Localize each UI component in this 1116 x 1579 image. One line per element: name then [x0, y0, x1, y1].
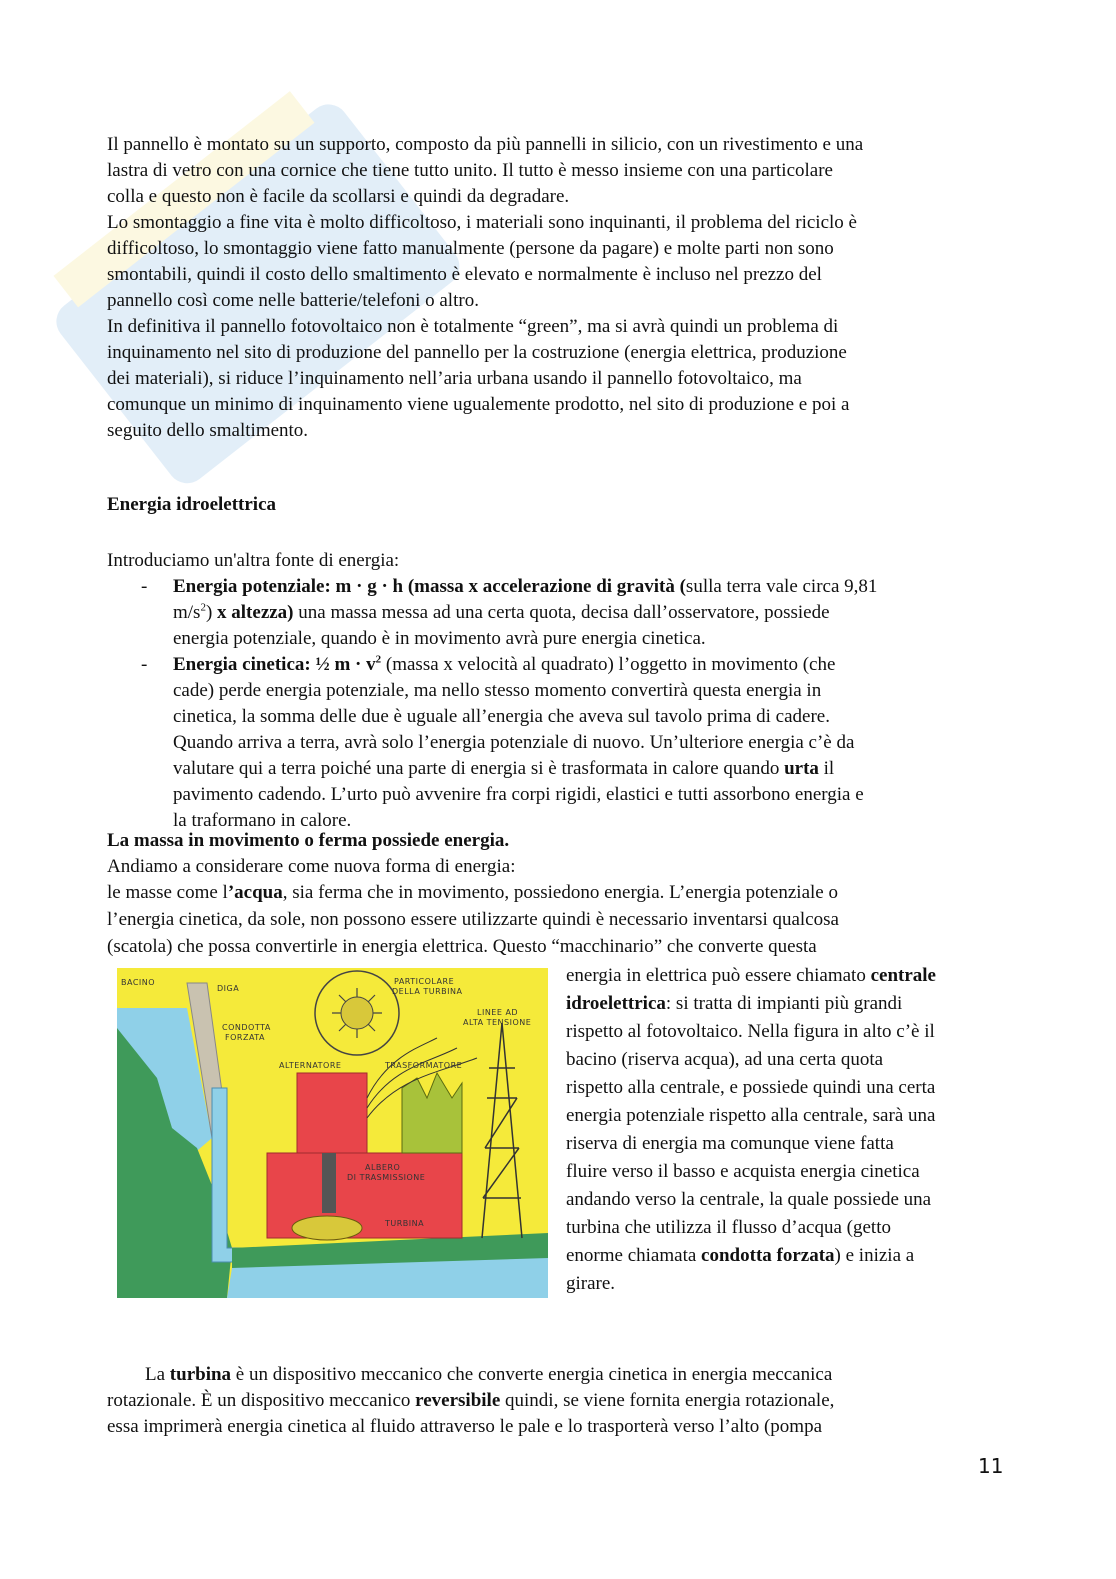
- text-line: Lo smontaggio a fine vita è molto difficoltoso, i materiali sono inquinanti, il problema del riciclo è: [107, 212, 857, 233]
- list-item-potential-energy: [107, 574, 1007, 652]
- turbine: [292, 1216, 362, 1240]
- transmission-shaft: [322, 1153, 336, 1213]
- text-span: Quando arriva a terra, avrà solo l’energia potenziale di nuovo. Un’ulteriore energia c’è da: [173, 732, 855, 753]
- bold-text: idroelettrica: [566, 993, 666, 1014]
- text-span: energia in elettrica può essere chiamato: [566, 965, 871, 986]
- text-span: una massa messa ad una certa quota, decisa dall’osservatore, possiede: [293, 602, 830, 623]
- text-span: le masse come l: [107, 882, 228, 903]
- superscript: 2: [200, 601, 206, 614]
- label-linee: LINEE AD: [477, 1008, 519, 1017]
- text-span: ): [205, 602, 213, 623]
- text-line: smontabili, quindi il costo dello smaltimento è elevato e normalmente è incluso nel prezzo del: [107, 264, 822, 285]
- text-line: In definitiva il pannello fotovoltaico non è totalmente “green”, ma si avrà quindi un problema di: [107, 316, 839, 337]
- label-diga: DIGA: [217, 984, 240, 993]
- text-span: turbina che utilizza il flusso d’acqua (getto: [566, 1217, 891, 1238]
- text-span: m/s: [173, 602, 201, 623]
- text-line: l’energia cinetica, da sole, non possono essere utilizzarte quindi è necessario inventarsi qualcosa: [107, 909, 839, 930]
- bold-text: x altezza): [212, 602, 294, 623]
- text-span: rispetto alla centrale, e possiede quindi una certa: [566, 1077, 936, 1098]
- text-span: enorme chiamata: [566, 1245, 702, 1266]
- text-line: colla e questo non è facile da scollarsi e quindi da degradare.: [107, 186, 570, 207]
- text-span: energia potenziale rispetto alla centrale, sarà una: [566, 1105, 936, 1126]
- text-line: Il pannello è montato su un supporto, composto da più pannelli in silicio, con un rivestimento e una: [107, 134, 864, 155]
- page-number: 11: [978, 1454, 1004, 1478]
- bold-text: reversibile: [415, 1390, 501, 1411]
- text-span: (massa x velocità al quadrato) l’oggetto in movimento (che: [381, 654, 836, 675]
- text-line: Andiamo a considerare come nuova forma di energia:: [107, 856, 516, 877]
- text-line: inquinamento nel sito di produzione del pannello per la costruzione (energia elettrica, produzione: [107, 342, 847, 363]
- text-span: il: [818, 758, 835, 779]
- text-span: la traformano in calore.: [173, 810, 352, 831]
- text-line: (scatola) che possa convertirle in energia elettrica. Questo “macchinario” che converte questa: [107, 936, 817, 957]
- text-span: bacino (riserva acqua), ad una certa quota: [566, 1049, 884, 1070]
- bullet-dash: -: [141, 576, 148, 597]
- label-albero: ALBERO: [365, 1163, 401, 1172]
- text-span: quindi, se viene fornita energia rotazionale,: [500, 1390, 835, 1411]
- label-condotta: CONDOTTA: [222, 1023, 271, 1032]
- text-line: dei materiali), si riduce l’inquinamento nell’aria urbana usando il pannello fotovoltaico, ma: [107, 368, 802, 389]
- figure-side-text: [566, 962, 1016, 1298]
- turbine-paragraph: [107, 1336, 1007, 1466]
- text-span: girare.: [566, 1273, 616, 1294]
- bullet-dash: -: [141, 654, 148, 675]
- energy-list: [107, 574, 1007, 834]
- bold-text: Energia potenziale: m · g · h (massa x accelerazione di gravità (: [173, 576, 686, 597]
- text-span: valutare qui a terra poiché una parte di energia si è trasformata in calore quando: [173, 758, 785, 779]
- list-item-kinetic-energy: [107, 652, 1007, 834]
- bold-statement: La massa in movimento o ferma possiede energia.: [107, 830, 510, 851]
- label-della-turbina: DELLA TURBINA: [392, 987, 463, 996]
- text-line: [107, 880, 1007, 906]
- bold-text: turbina: [169, 1364, 232, 1385]
- text-span: andando verso la centrale, la quale possiede una: [566, 1189, 932, 1210]
- text-span: energia potenziale, quando è in movimento avrà pure energia cinetica.: [173, 628, 706, 649]
- bold-text: centrale: [870, 965, 936, 986]
- text-span: cade) perde energia potenziale, ma nello stesso momento convertirà questa energia in: [173, 680, 822, 701]
- hydroelectric-plant-figure: [117, 968, 548, 1298]
- text-span: La: [126, 1364, 170, 1385]
- text-line: seguito dello smaltimento.: [107, 420, 309, 441]
- text-span: riserva di energia ma comunque viene fatta: [566, 1133, 894, 1154]
- label-trasmissione: DI TRASMISSIONE: [347, 1173, 426, 1182]
- text-span: cinetica, la somma delle due è uguale all’energia che aveva sul tavolo prima di cadere.: [173, 706, 830, 727]
- text-span: fluire verso il basso e acquista energia cinetica: [566, 1161, 920, 1182]
- text-line: pannello così come nelle batterie/telefoni o altro.: [107, 290, 479, 311]
- label-particolare: PARTICOLARE: [394, 977, 455, 986]
- label-bacino: BACINO: [121, 978, 156, 987]
- superscript: 2: [375, 653, 382, 666]
- plant-diagram: [117, 968, 548, 1298]
- text-span: : si tratta di impianti più grandi: [665, 993, 903, 1014]
- text-line: comunque un minimo di inquinamento viene ugualemente prodotto, nel sito di produzione e poi a: [107, 394, 850, 415]
- text-span: rispetto al fotovoltaico. Nella figura in alto c’è il: [566, 1021, 935, 1042]
- bold-text: urta: [784, 758, 819, 779]
- label-turbina: TURBINA: [385, 1219, 425, 1228]
- bold-text: ’acqua: [227, 882, 283, 903]
- text-line: lastra di vetro con una cornice che tiene tutto unito. Il tutto è messo insieme con una particolare: [107, 160, 833, 181]
- intro-line: Introduciamo un'altra fonte di energia:: [107, 550, 400, 571]
- text-line: difficoltoso, lo smontaggio viene fatto manualmente (persone da pagare) e molte parti non sono: [107, 238, 834, 259]
- alternator: [297, 1073, 367, 1153]
- label-trasformatore: TRASFORMATORE: [385, 1061, 463, 1070]
- text-span: pavimento cadendo. L’urto può avvenire fra corpi rigidi, elastici e tutti assorbono energia e: [173, 784, 864, 805]
- bold-text: Energia cinetica: ½ m · v: [173, 654, 376, 675]
- text-span: essa imprimerà energia cinetica al fluido attraverso le pale e lo trasporterà verso l’alto (pompa: [107, 1416, 823, 1437]
- label-forzata: FORZATA: [225, 1033, 266, 1042]
- label-alternatore: ALTERNATORE: [279, 1061, 342, 1070]
- label-alta-tensione: ALTA TENSIONE: [463, 1018, 532, 1027]
- text-span: , sia ferma che in movimento, possiedono energia. L’energia potenziale o: [282, 882, 838, 903]
- bold-text: condotta forzata: [701, 1245, 835, 1266]
- text-span: sulla terra vale circa 9,81: [685, 576, 878, 597]
- text-span: è un dispositivo meccanico che converte energia cinetica in energia meccanica: [231, 1364, 833, 1385]
- section-heading: Energia idroelettrica: [107, 494, 277, 515]
- text-span: ) e inizia a: [834, 1245, 915, 1266]
- text-span: rotazionale. È un dispositivo meccanico: [107, 1390, 416, 1411]
